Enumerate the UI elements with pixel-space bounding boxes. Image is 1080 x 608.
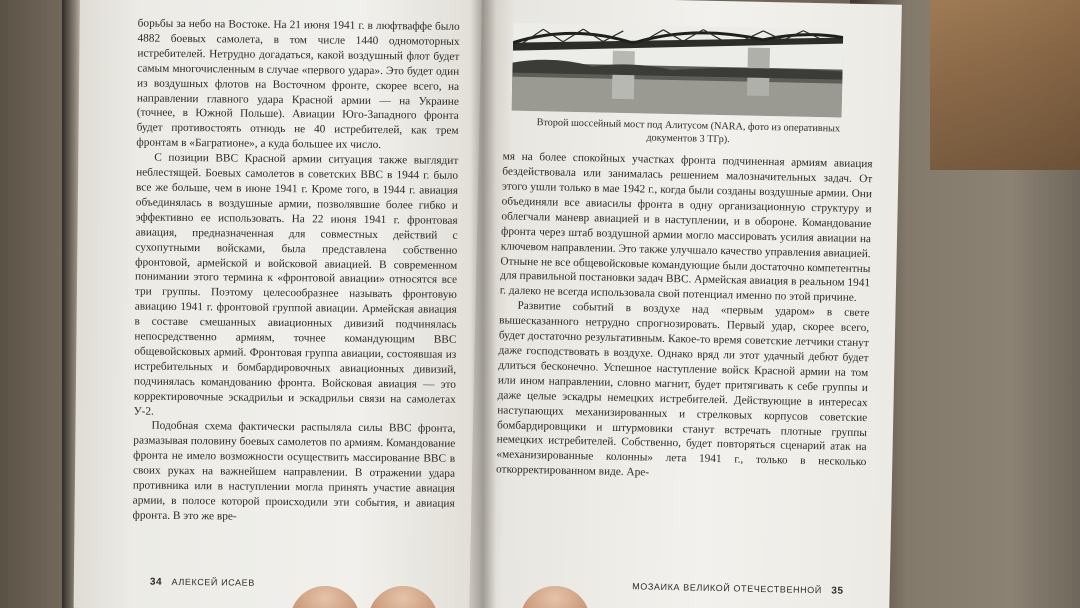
left-paragraph-2: С позиции ВВС Красной армии ситуация также выглядит неблестящей. Боевых самолетов в советских ВВС в 1944 г. было все же больше, чем в июне 1941 г. Кроме того, в 1944 г. авиация объединялась в воздушные армии, позволявшие более гибко и эффективно ее использовать. На 22 июня 1941 г. фронтовая авиация, предназначенная для совместных действий с сухопутными войсками, была представлена собственно фронтовой, армейской и войсковой авиацией. В современном понимании этого термина к «фронтовой авиации» относятся все три группы. Поэтому целесообразнее называть фронтовую авиацию 1941 г. фронтовой группой авиации. Армейская авиация в составе смешанных авиационных дивизий подчинялась непосредственно армиям, точнее командующим ВВС общевойсковых армий. Фронтовая группа авиации, состоявшая из истребительных и бомбардировочных авиационных дивизий, подчинялась командованию фронта. Войсковая авиация — это корректировочные эскадрильи и эскадрильи связи на самолетах У-2. (133, 151, 459, 418)
bridge-photo (512, 23, 844, 118)
left-paragraph-3: Подобная схема фактически распыляла силы ВВС фронта, размазывая половину боевых самолетов по армиям. Командование фронта не имело возможности осуществить массирование ВВС в своих руках на важнейшем направлении. В отражении удара противника или в наступлении могла принять участие авиация армии, в полосе которой происходили эти события, и авиация фронта. В это же вре- (132, 420, 456, 523)
right-paragraph-2: Развитие событий в воздухе над «первым ударом» в свете вышесказанного нетрудно спрогнозировать. Первый удар, скорее всего, будет достаточно результативным. Какое-то время советские летчики станут даже господствовать в воздухе. Однако вряд ли этот удачный дебют будет длиться бесконечно. Успешное наступление войск Красной армии на том или ином направлении, словно магнит, будет притягивать к себе группы и даже целые эскадры немецких истребителей. Действующие в интересах наступающих механизированных и стрелковых корпусов советские бомбардировщики и штурмовики станут встречать плотные группы немецких истребителей. Собственно, будет повторяться сценарий атак на «механизированные колонны» лета 1941 г., только в несколько откорректированном виде. Аре- (495, 300, 870, 479)
photo-caption: Второй шоссейный мост под Алитусом (NARA, фото из оперативных документов 3 ТГр). (536, 117, 841, 145)
left-paragraph-1: борьбы за небо на Востоке. На 21 июня 1941 г. в люфтваффе было 4882 боевых самолета, в том числе 1440 одномоторных истребителей. Нетрудно догадаться, какой воздушный флот будет самым многочисленным в случае «первого удара». Это будет один из воздушных флотов на Восточном фронте, скорее всего, на направлении главного удара Красной армии — на Украине (точнее, в Южной Польше). Авиации Юго-Западного фронта будет противостоять отнюдь не 40 истребителей, как трем фронтам в «Багратионе», а куда большее их число. (136, 17, 460, 152)
left-running-head: АЛЕКСЕЙ ИСАЕВ (171, 576, 255, 588)
right-footer (632, 579, 850, 599)
right-page-number: 35 (831, 585, 844, 597)
right-paragraph-1: мя на более спокойных участках фронта подчиненная армиям авиация бездействовала или занималась решением малозначительных задач. От этого ушли только в мае 1942 г., когда были созданы воздушные армии. Они объединяли все авиасилы фронта в одну организационную структуру и облегчали маневр авиацией и в наступлении, и в обороне. Командование фронта через штаб воздушной армии могло массировать усилия авиации на ключевом направлении. Это также улучшало качество управления авиацией. Отныне не все общевойсковые командующие были достаточно компетентны для правильной постановки задач ВВС. Армейская авиация в реальном 1941 г. далеко не всегда использовала свой потенциал именно по этой причине. (499, 150, 873, 305)
bridge-illustration (512, 23, 844, 118)
left-page (74, 0, 482, 608)
book-gutter (470, 0, 496, 608)
left-footer (144, 575, 255, 592)
right-page (469, 0, 902, 608)
left-page-number: 34 (149, 576, 163, 588)
right-running-head: МОЗАИКА ВЕЛИКОЙ ОТЕЧЕСТВЕННОЙ (632, 581, 823, 596)
wooden-furniture (930, 0, 1080, 170)
